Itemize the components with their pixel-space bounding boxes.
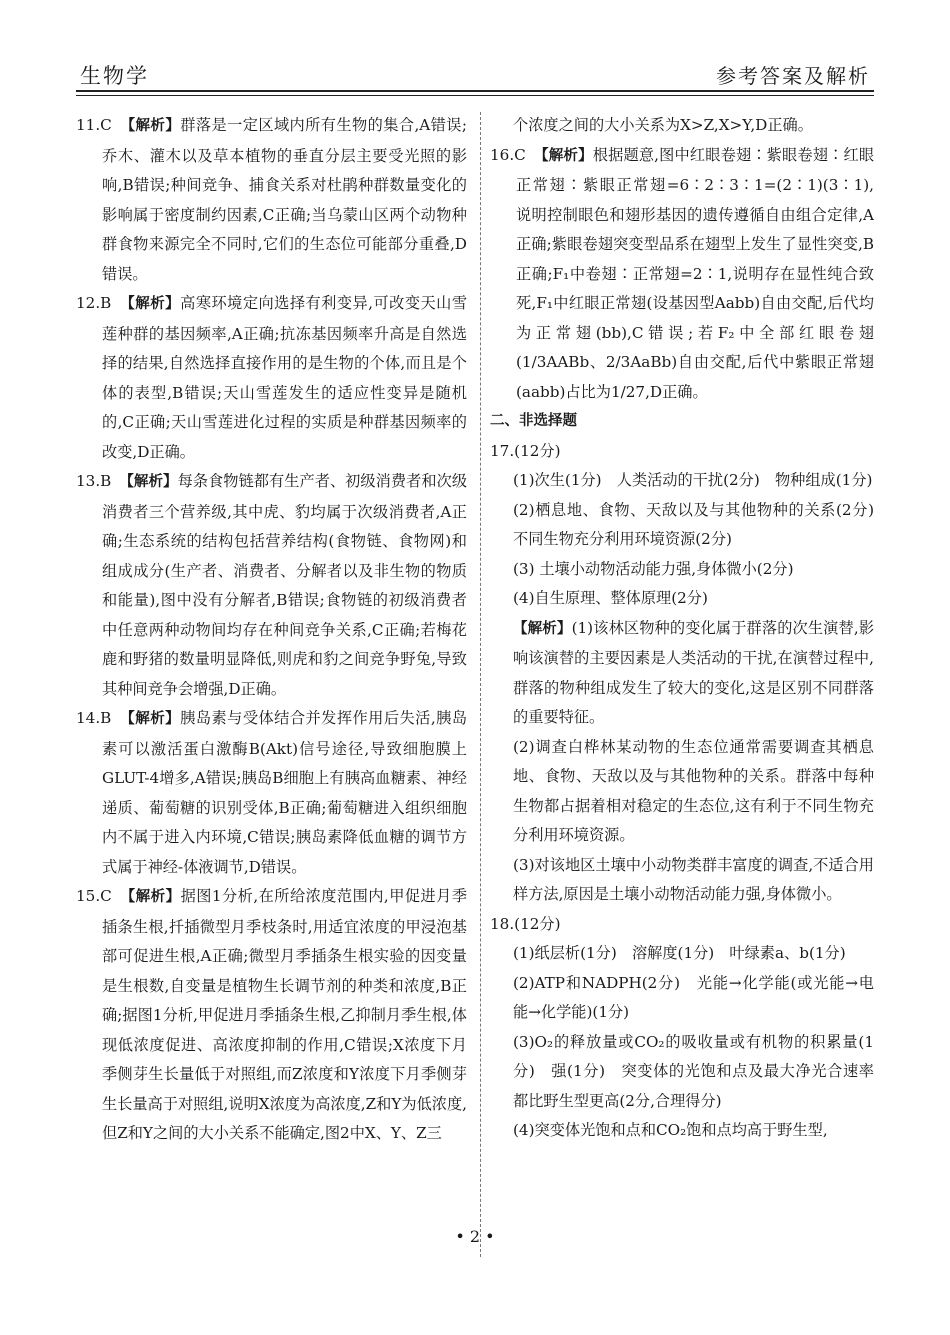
q17-answer-4: (4)自生原理、整体原理(2分): [513, 589, 708, 607]
q17-explanation-1: 【解析】(1)该林区物种的变化属于群落的次生演替,影响该演替的主要因素是人类活动的干扰,在演替过程中,群落的物种组成发生了较大的变化,这是区别不同群落的重要特征。: [513, 618, 875, 726]
q17-explanation-2: (2)调查白桦林某动物的生态位通常需要调查其栖息地、食物、天敌以及与其他物种的关系。群落中每种生物都占据着相对稳定的生态位,这有利于不同生物充分利用环境资源。: [513, 737, 874, 844]
q17-explanation-3: (3)对该地区土壤中小动物类群丰富度的调查,不适合用样方法,原因是土壤小动物活动能力强,身体微小。: [513, 855, 874, 903]
answer-13: 13.B 【解析】每条食物链都有生产者、初级消费者和次级消费者三个营养级,其中虎、豹均属于次级消费者,A正确;生态系统的结构包括营养结构(食物链、食物网)和组成成分(生产者、消费者、分解者以及非生物的物质和能量),图中没有分解者,B错误;食物链的初级消费者中任意两种动物间均存在种间竞争关系,C正确;若梅花鹿和野猪的数量明显降低,则虎和豹之间竞争野兔,导致其种间竞争会增强,D正确。: [76, 472, 468, 698]
page-header: [0, 0, 950, 100]
column-divider: [480, 112, 481, 1257]
q17-answer-1: (1)次生(1分) 人类活动的干扰(2分) 物种组成(1分): [513, 471, 873, 489]
answer-12: 12.B 【解析】高寒环境定向选择有利变异,可改变天山雪莲种群的基因频率,A正确;抗冻基因频率升高是自然选择的结果,自然选择直接作用的是生物的个体,而且是个体的表型,B错误;天山雪莲发生的适应性变异是随机的,C正确;天山雪莲进化过程的实质是种群基因频率的改变,D正确。: [76, 294, 468, 461]
header-rule-thin: [76, 95, 874, 96]
left-column: [76, 111, 467, 1149]
answer-14: 14.B 【解析】胰岛素与受体结合并发挥作用后失活,胰岛素可以激活蛋白激酶B(Akt)信号途径,导致细胞膜上GLUT-4增多,A错误;胰岛B细胞上有胰高血糖素、神经递质、葡萄糖的识别受体,B正确;葡萄糖进入组织细胞内不属于进入内环境,C错误;胰岛素降低血糖的调节方式属于神经-体液调节,D错误。: [76, 709, 468, 876]
q17-answer-2: (2)栖息地、食物、天敌以及与其他物种的关系(2分) 不同生物充分利用环境资源(2分): [513, 500, 890, 548]
q18-answer-1: (1)纸层析(1分) 溶解度(1分) 叶绿素a、b(1分): [513, 944, 846, 962]
q18-answer-3: (3)O₂的释放量或CO₂的吸收量或有机物的积累量(1分) 强(1分) 突变体的光饱和点及最大净光合速率都比野生型更高(2分,合理得分): [513, 1032, 874, 1110]
q17-answer-3: (3) 土壤小动物活动能力强,身体微小(2分): [513, 559, 794, 578]
q18-answer-4: (4)突变体光饱和点和CO₂饱和点均高于野生型,: [513, 1121, 828, 1139]
header-rule-thick: [76, 90, 874, 92]
answer-15: 15.C 【解析】据图1分析,在所给浓度范围内,甲促进月季插条生根,扦插微型月季枝条时,用适宜浓度的甲浸泡基部可促进生根,A正确;微型月季插条生根实验的因变量是生根数,自变量是植物生长调节剂的种类和浓度,B正确;据图1分析,甲促进月季插条生根,乙抑制月季生根,体现低浓度促进、高浓度抑制的作用,C错误;X浓度下月季侧芽生长量低于对照组,而Z浓度和Y浓度下月季侧芽生长量高于对照组,说明X浓度为高浓度,Z和Y为低浓度,但Z和Y之间的大小关系不能确定,图2中X、Y、Z三: [76, 887, 468, 1142]
question-18-heading: 18.(12分): [490, 914, 561, 933]
section-heading: 二、非选择题: [490, 413, 577, 429]
question-17-heading: 17.(12分): [490, 441, 561, 460]
page-number: • 2 •: [455, 1227, 495, 1246]
q18-answer-2: (2)ATP和NADPH(2分) 光能→化学能(或光能→电能→化学能)(1分): [513, 973, 874, 1021]
subject-title: 生物学: [80, 64, 149, 88]
answer-11: 11.C 【解析】群落是一定区域内所有生物的集合,A错误;乔木、灌木以及草本植物的垂直分层主要受光照的影响,B错误;种间竞争、捕食关系对杜鹃种群数量变化的影响属于密度制约因素,C正确;当乌蒙山区两个动物种群食物来源完全不同时,它们的生态位可能部分重叠,D错误。: [76, 116, 468, 283]
right-column: [490, 111, 890, 1146]
answer-15-continued: 个浓度之间的大小关系为X>Z,X>Y,D正确。: [513, 116, 813, 134]
section-title: 参考答案及解析: [716, 64, 870, 88]
answer-16: 16.C 【解析】根据题意,图中红眼卷翅∶紫眼卷翅∶红眼正常翅∶紫眼正常翅=6∶2∶3∶1=(2∶1)(3∶1),说明控制眼色和翅形基因的遗传遵循自由组合定律,A正确;紫眼卷翅突变型品系在翅型上发生了显性突变,B正确;F₁中卷翅∶正常翅=2∶1,说明存在显性纯合致死,F₁中红眼正常翅(设基因型Aabb)自由交配,后代均为正常翅(bb),C错误;若F₂中全部红眼卷翅(1/3AABb、2/3AaBb)自由交配,后代中紫眼正常翅(aabb)占比为1/27,D正确。: [490, 145, 875, 401]
